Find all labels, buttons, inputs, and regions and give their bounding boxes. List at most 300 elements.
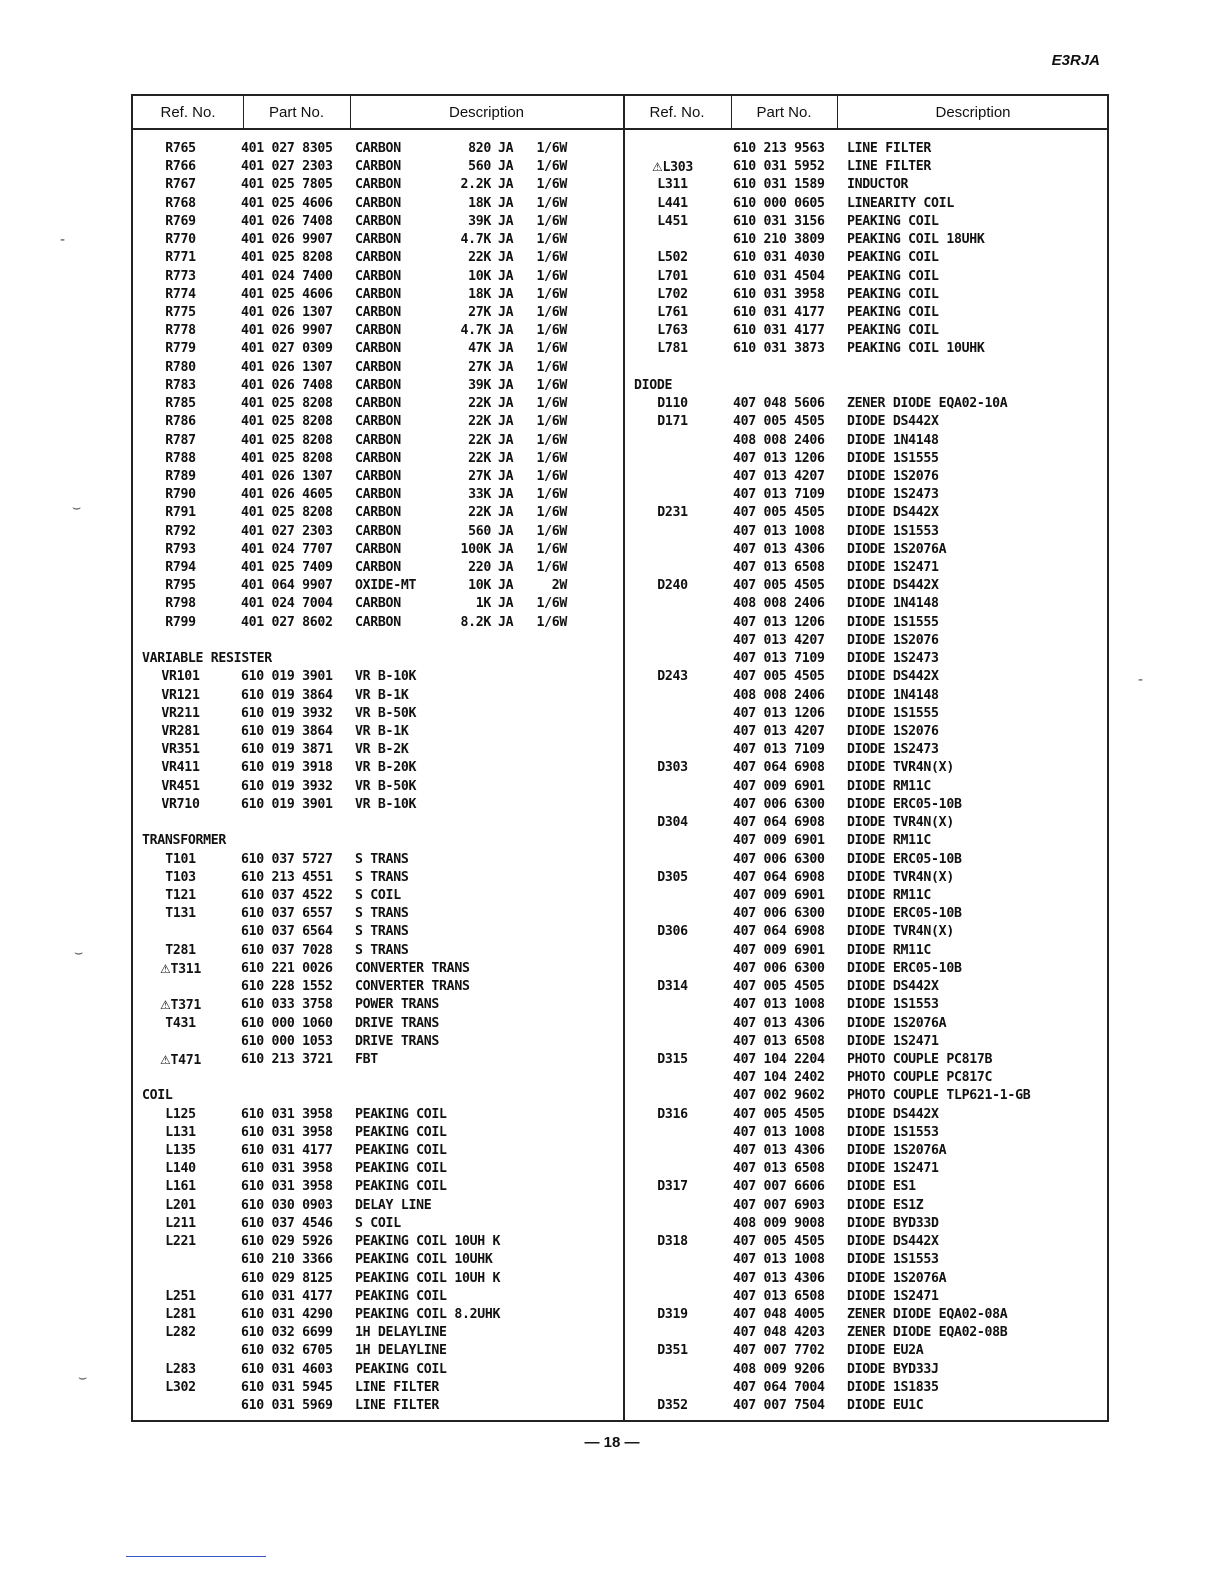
- ref-text: R774: [165, 286, 196, 302]
- ref-number: [625, 1342, 720, 1360]
- group-heading: COIL: [142, 1088, 173, 1104]
- ref-text: L221: [165, 1234, 196, 1250]
- parts-row: [625, 996, 1109, 1014]
- part-number: 610 030 0903: [241, 1197, 333, 1213]
- parts-row: [625, 559, 1109, 577]
- description: S TRANS: [355, 906, 409, 922]
- parts-row: [625, 1361, 1109, 1379]
- parts-row: [133, 1178, 621, 1196]
- description: CARBON: [355, 268, 401, 284]
- part-number: 610 033 3758: [241, 997, 333, 1013]
- part-number: 407 064 6908: [733, 815, 825, 831]
- description: DIODE 1S1555: [847, 705, 939, 721]
- part-number: 401 025 7409: [241, 560, 333, 576]
- ref-text: D319: [657, 1307, 688, 1322]
- parts-row: [133, 1361, 621, 1379]
- ref-text: L282: [165, 1325, 196, 1341]
- part-number: 610 031 3958: [241, 1124, 333, 1140]
- parts-row: [625, 1306, 1109, 1324]
- ref-text: T103: [165, 869, 196, 885]
- parts-row: [133, 614, 621, 632]
- description: DIODE EU2A: [847, 1343, 924, 1359]
- description: PEAKING COIL 18UHK: [847, 232, 985, 248]
- ref-number: [625, 340, 720, 358]
- ref-text: VR121: [161, 687, 200, 703]
- part-number: 407 013 7109: [733, 742, 825, 758]
- wattage: 1/6W: [536, 250, 567, 266]
- description: S TRANS: [355, 924, 409, 940]
- ref-text: VR411: [161, 760, 200, 776]
- tolerance: JA: [498, 341, 514, 357]
- part-number: 407 005 4505: [733, 669, 825, 685]
- parts-row: [133, 395, 621, 413]
- part-number: 610 032 6699: [241, 1325, 333, 1341]
- parts-row: [133, 340, 621, 358]
- part-number: 407 005 4505: [733, 1234, 825, 1250]
- part-number: 408 008 2406: [733, 432, 825, 448]
- part-number: 401 027 0309: [241, 341, 333, 357]
- resistance-value: 33K: [468, 487, 491, 503]
- part-number: 407 013 4306: [733, 541, 825, 557]
- ref-text: L281: [165, 1307, 196, 1322]
- parts-row: [133, 304, 621, 322]
- ref-number: [133, 577, 228, 595]
- part-number: 401 025 4606: [241, 286, 333, 302]
- description: DIODE ERC05-10B: [847, 796, 962, 812]
- part-number: 401 025 8208: [241, 505, 333, 521]
- ref-text: VR101: [161, 669, 200, 685]
- part-number: 407 013 6508: [733, 1288, 825, 1304]
- description: DIODE 1S1835: [847, 1379, 939, 1395]
- part-number: 610 037 6564: [241, 924, 333, 940]
- part-number: 407 006 6300: [733, 960, 825, 976]
- part-number: 610 031 4504: [733, 268, 825, 284]
- ref-number: [625, 978, 720, 996]
- parts-row: [133, 1306, 621, 1324]
- parts-row: [133, 176, 621, 194]
- ref-text: L211: [165, 1215, 196, 1231]
- ref-number: [133, 1361, 228, 1379]
- description: PEAKING COIL: [355, 1124, 447, 1140]
- resistance-value: 4.7K: [460, 323, 491, 339]
- part-number: 610 000 1060: [241, 1015, 333, 1031]
- description: DIODE DS442X: [847, 578, 939, 594]
- ref-text: L131: [165, 1124, 196, 1140]
- parts-row: [625, 1051, 1109, 1069]
- resistance-value: 22K: [468, 450, 491, 466]
- parts-row: [133, 1160, 621, 1178]
- parts-row: [133, 523, 621, 541]
- ref-text: R783: [165, 377, 196, 393]
- part-number: 610 019 3871: [241, 742, 333, 758]
- description: ZENER DIODE EQA02-08B: [847, 1325, 1008, 1341]
- divider: [243, 96, 244, 129]
- ref-number: [133, 395, 228, 413]
- description: CARBON: [355, 414, 401, 430]
- parts-row: [133, 978, 621, 996]
- tolerance: JA: [498, 141, 514, 156]
- description: 1H DELAYLINE: [355, 1325, 447, 1341]
- parts-row: [133, 359, 621, 377]
- description: DIODE 1S1553: [847, 1252, 939, 1268]
- description: DELAY LINE: [355, 1197, 432, 1213]
- ref-text: D231: [657, 505, 688, 521]
- wattage: 1/6W: [536, 377, 567, 393]
- description: DIODE TVR4N(X): [847, 760, 954, 776]
- resistance-value: 39K: [468, 377, 491, 393]
- ref-number: [133, 559, 228, 577]
- tolerance: JA: [498, 487, 514, 503]
- part-number: 407 013 1008: [733, 523, 825, 539]
- parts-row: [625, 632, 1109, 650]
- description: DIODE BYD33J: [847, 1361, 939, 1377]
- divider: [350, 96, 351, 129]
- description: DIODE 1S2473: [847, 487, 939, 503]
- resistance-value: 2.2K: [460, 177, 491, 193]
- description: S COIL: [355, 1215, 401, 1231]
- ref-number: [625, 1233, 720, 1251]
- ref-text: L311: [657, 177, 688, 193]
- ref-number: [625, 395, 720, 413]
- parts-row: [133, 1106, 621, 1124]
- part-number: 407 013 4207: [733, 468, 825, 484]
- scan-mark: -: [60, 232, 66, 248]
- parts-row: [133, 213, 621, 231]
- ref-number: [133, 1379, 228, 1397]
- description: LINE FILTER: [355, 1398, 440, 1414]
- part-number: 610 228 1552: [241, 979, 333, 995]
- ref-number: [625, 869, 720, 887]
- part-number: 407 009 6901: [733, 833, 825, 849]
- part-number: 610 031 5952: [733, 159, 825, 175]
- parts-row: [133, 377, 621, 395]
- wattage: 1/6W: [536, 487, 567, 503]
- part-number: 401 026 1307: [241, 468, 333, 484]
- part-number: 407 064 7004: [733, 1379, 825, 1395]
- description: CARBON: [355, 359, 401, 375]
- ref-text: R798: [165, 596, 196, 612]
- ref-number: [625, 304, 720, 322]
- header-ref-left: Ref. No.: [160, 104, 216, 121]
- ref-text: D171: [657, 414, 688, 430]
- part-number: 407 013 1206: [733, 450, 825, 466]
- ref-text: L302: [165, 1379, 196, 1395]
- parts-row: [133, 504, 621, 522]
- part-number: 407 009 6901: [733, 942, 825, 958]
- ref-number: [625, 1397, 720, 1415]
- ref-number: [133, 942, 228, 960]
- parts-row: [133, 559, 621, 577]
- wattage: 1/6W: [536, 195, 567, 211]
- parts-row: [625, 468, 1109, 486]
- wattage: 1/6W: [536, 341, 567, 357]
- description: DIODE 1S1553: [847, 523, 939, 539]
- left-column: [133, 140, 621, 1415]
- description: CARBON: [355, 432, 401, 448]
- wattage: 1/6W: [536, 159, 567, 175]
- ref-number: [133, 1197, 228, 1215]
- part-number: 407 013 1008: [733, 1252, 825, 1268]
- wattage: 1/6W: [536, 560, 567, 576]
- tolerance: JA: [498, 377, 514, 393]
- ref-number: [625, 176, 720, 194]
- group-heading-row: [133, 832, 621, 850]
- ref-number: [133, 1178, 228, 1196]
- part-number: 407 007 6606: [733, 1179, 825, 1195]
- wattage: 1/6W: [536, 304, 567, 320]
- parts-row: [133, 322, 621, 340]
- parts-row: [625, 723, 1109, 741]
- part-number: 401 024 7004: [241, 596, 333, 612]
- part-number: 407 002 9602: [733, 1088, 825, 1104]
- ref-number: [625, 577, 720, 595]
- part-number: 610 029 5926: [241, 1234, 333, 1250]
- part-number: 610 031 4603: [241, 1361, 333, 1377]
- parts-row: [625, 432, 1109, 450]
- part-number: 407 013 6508: [733, 1033, 825, 1049]
- description: DIODE DS442X: [847, 669, 939, 685]
- description: CARBON: [355, 487, 401, 503]
- ref-number: [133, 996, 228, 1015]
- parts-row: [625, 413, 1109, 431]
- scan-mark: ⌣: [74, 945, 84, 961]
- description: DIODE 1S2471: [847, 1161, 939, 1177]
- part-number: 610 031 3958: [733, 286, 825, 302]
- description: DIODE 1S2471: [847, 1033, 939, 1049]
- ref-number: [133, 705, 228, 723]
- wattage: 1/6W: [536, 286, 567, 302]
- description: S TRANS: [355, 869, 409, 885]
- ref-text: R791: [165, 505, 196, 521]
- parts-row: [133, 1215, 621, 1233]
- description: PEAKING COIL 10UH K: [355, 1234, 501, 1250]
- ref-number: [133, 432, 228, 450]
- resistance-value: 18K: [468, 286, 491, 302]
- part-number: 610 031 3958: [241, 1161, 333, 1177]
- wattage: 1/6W: [536, 614, 567, 630]
- ref-text: R767: [165, 177, 196, 193]
- description: PEAKING COIL: [847, 213, 939, 229]
- part-number: 407 005 4505: [733, 414, 825, 430]
- part-number: 610 000 0605: [733, 195, 825, 211]
- wattage: 1/6W: [536, 414, 567, 430]
- part-number: 401 027 8305: [241, 141, 333, 156]
- description: DIODE 1S2473: [847, 742, 939, 758]
- header-part-left: Part No.: [268, 104, 325, 121]
- tolerance: JA: [498, 578, 514, 594]
- ref-text: D316: [657, 1106, 688, 1122]
- wattage: 1/6W: [536, 432, 567, 448]
- part-number: 407 064 6908: [733, 924, 825, 940]
- part-number: 610 019 3932: [241, 705, 333, 721]
- description: PEAKING COIL: [355, 1106, 447, 1122]
- ref-number: [133, 595, 228, 613]
- parts-row: [625, 304, 1109, 322]
- ref-text: VR281: [161, 724, 200, 739]
- ref-number: [133, 1015, 228, 1033]
- ref-number: [133, 905, 228, 923]
- ref-number: [133, 231, 228, 249]
- parts-row: [133, 1288, 621, 1306]
- resistance-value: 47K: [468, 341, 491, 357]
- resistance-value: 39K: [468, 213, 491, 229]
- resistance-value: 100K: [460, 541, 491, 557]
- ref-number: [133, 268, 228, 286]
- parts-row: [133, 195, 621, 213]
- parts-row: [625, 832, 1109, 850]
- parts-row: [133, 741, 621, 759]
- description: CARBON: [355, 286, 401, 302]
- scan-mark: ⌣: [78, 1370, 88, 1386]
- description: DIODE 1S1553: [847, 997, 939, 1013]
- description: VR B-10K: [355, 796, 417, 812]
- parts-row: [133, 905, 621, 923]
- part-number: 610 031 3156: [733, 213, 825, 229]
- scan-line: [126, 1556, 266, 1557]
- tolerance: JA: [498, 596, 514, 612]
- parts-row: [625, 1142, 1109, 1160]
- wattage: 1/6W: [536, 523, 567, 539]
- part-number: 407 013 1008: [733, 1124, 825, 1140]
- part-number: 407 013 7109: [733, 487, 825, 503]
- description: DIODE RM11C: [847, 778, 932, 794]
- ref-number: [625, 1306, 720, 1324]
- part-number: 407 048 4005: [733, 1307, 825, 1322]
- description: VR B-2K: [355, 742, 409, 758]
- parts-row: [625, 869, 1109, 887]
- right-column: [625, 140, 1109, 1415]
- description: LINEARITY COIL: [847, 195, 954, 211]
- parts-row: [625, 486, 1109, 504]
- part-number: 401 025 7805: [241, 177, 333, 193]
- parts-row: [625, 504, 1109, 522]
- description: DIODE DS442X: [847, 1234, 939, 1250]
- ref-number: [625, 814, 720, 832]
- description: PHOTO COUPLE PC817C: [847, 1070, 993, 1086]
- tolerance: JA: [498, 505, 514, 521]
- parts-row: [133, 1251, 621, 1269]
- ref-number: [625, 504, 720, 522]
- header-part-right: Part No.: [756, 104, 812, 121]
- parts-row: [625, 960, 1109, 978]
- description: OXIDE-MT: [355, 578, 417, 594]
- ref-text: L441: [657, 195, 688, 211]
- description: CARBON: [355, 341, 401, 357]
- tolerance: JA: [498, 523, 514, 539]
- ref-number: [133, 450, 228, 468]
- description: LINE FILTER: [847, 159, 932, 175]
- part-number: 610 037 7028: [241, 942, 333, 958]
- ref-text: R765: [165, 141, 196, 156]
- wattage: 1/6W: [536, 177, 567, 193]
- ref-number: [133, 1324, 228, 1342]
- ref-number: [133, 195, 228, 213]
- wattage: 1/6W: [536, 141, 567, 156]
- parts-row: [625, 249, 1109, 267]
- description: DRIVE TRANS: [355, 1033, 440, 1049]
- ref-number: [133, 796, 228, 814]
- ref-number: [625, 213, 720, 231]
- ref-text: L701: [657, 268, 688, 284]
- description: PEAKING COIL: [355, 1179, 447, 1195]
- wattage: 1/6W: [536, 450, 567, 466]
- part-number: 610 031 4177: [241, 1143, 333, 1159]
- ref-text: R770: [165, 232, 196, 248]
- part-number: 408 008 2406: [733, 596, 825, 612]
- ref-number: [133, 668, 228, 686]
- description: CONVERTER TRANS: [355, 960, 470, 976]
- part-number: 610 031 4290: [241, 1307, 333, 1322]
- tolerance: JA: [498, 195, 514, 211]
- parts-row: [625, 705, 1109, 723]
- parts-row: [625, 778, 1109, 796]
- parts-row: [625, 905, 1109, 923]
- ref-text: L161: [165, 1179, 196, 1195]
- resistance-value: 22K: [468, 505, 491, 521]
- ref-number: [133, 1215, 228, 1233]
- tolerance: JA: [498, 414, 514, 430]
- part-number: 407 013 1008: [733, 997, 825, 1013]
- parts-row: [625, 687, 1109, 705]
- part-number: 610 000 1053: [241, 1033, 333, 1049]
- ref-text: D351: [657, 1343, 688, 1359]
- description: DIODE 1S1555: [847, 614, 939, 630]
- ref-number: [133, 960, 228, 979]
- description: 1H DELAYLINE: [355, 1343, 447, 1359]
- table-header: [133, 96, 1107, 130]
- parts-row: [625, 1233, 1109, 1251]
- part-number: 407 104 2402: [733, 1070, 825, 1086]
- safety-warning-icon: ⚠: [651, 160, 663, 175]
- description: FBT: [355, 1051, 378, 1067]
- resistance-value: 560: [468, 159, 491, 175]
- description: CARBON: [355, 541, 401, 557]
- description: VR B-20K: [355, 760, 417, 776]
- parts-row: [625, 213, 1109, 231]
- ref-text: R768: [165, 195, 196, 211]
- part-number: 401 026 9907: [241, 232, 333, 248]
- page-number: — 18 —: [584, 1434, 640, 1451]
- parts-row: [133, 450, 621, 468]
- parts-row: [133, 140, 621, 158]
- description: POWER TRANS: [355, 997, 440, 1013]
- parts-row: [625, 923, 1109, 941]
- ref-number: [133, 158, 228, 176]
- parts-row: [133, 1124, 621, 1142]
- part-number: 401 026 1307: [241, 359, 333, 375]
- part-number: 610 019 3864: [241, 687, 333, 703]
- ref-text: L125: [165, 1106, 196, 1122]
- resistance-value: 18K: [468, 195, 491, 211]
- wattage: 1/6W: [536, 596, 567, 612]
- part-number: 407 013 1206: [733, 614, 825, 630]
- parts-row: [133, 942, 621, 960]
- description: DIODE ERC05-10B: [847, 851, 962, 867]
- parts-row: [133, 668, 621, 686]
- parts-row: [133, 869, 621, 887]
- ref-text: R786: [165, 414, 196, 430]
- ref-number: [133, 304, 228, 322]
- group-heading-row: [625, 377, 1109, 395]
- resistance-value: 22K: [468, 396, 491, 412]
- ref-text: T121: [165, 887, 196, 903]
- part-number: 610 037 6557: [241, 906, 333, 922]
- ref-text: VR451: [161, 778, 200, 794]
- ref-text: D314: [657, 979, 688, 995]
- ref-number: [133, 541, 228, 559]
- ref-text: T281: [165, 942, 196, 958]
- ref-number: [133, 869, 228, 887]
